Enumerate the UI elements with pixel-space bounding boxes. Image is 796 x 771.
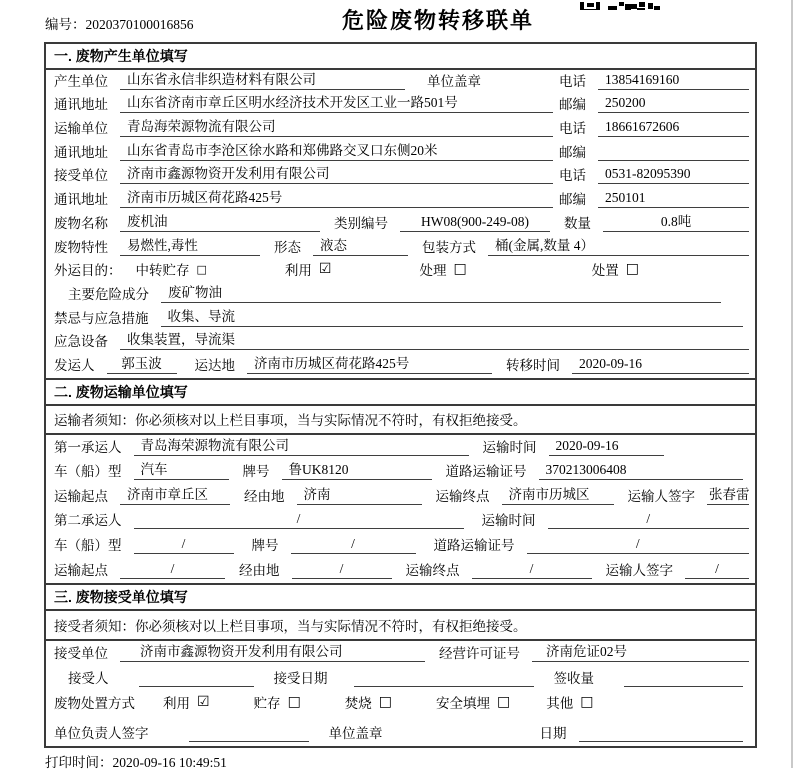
phone-label: 电话 (559, 121, 586, 137)
vehicle1-type-label: 车（船）型 (54, 464, 122, 480)
receiver-label: 接受单位 (54, 168, 108, 184)
category-code-label: 类别编号 (334, 215, 388, 231)
transfer-time-label: 转移时间 (506, 357, 560, 373)
row-producer-address (46, 94, 755, 118)
row-carrier1 (46, 435, 755, 460)
row-vehicle2 (46, 533, 755, 558)
receiver-value: 济南市鑫源物资开发利用有限公司 (120, 162, 553, 184)
received-amount-label: 签收量 (553, 670, 594, 686)
accept-person-label: 接受人 (68, 670, 109, 686)
checkbox-purpose-use-icon: ☑ (318, 261, 332, 278)
waste-traits-value: 易燃性,毒性 (120, 234, 260, 256)
page-edge-line (791, 0, 793, 768)
row-waste-name (46, 212, 755, 236)
unit-manager-sign-label: 单位负责人签字 (54, 726, 149, 741)
taboo-measures-value: 收集、导流 (161, 305, 744, 327)
vehicle1-type-value: 汽车 (134, 458, 229, 480)
plate2-value: / (291, 536, 416, 554)
purpose-option-use (285, 259, 332, 279)
date-value (579, 725, 744, 742)
unit-seal-label: 单位盖章 (427, 73, 481, 89)
accept-person-value (139, 670, 254, 687)
row-receiver-right (559, 164, 749, 184)
zip-label: 邮编 (559, 97, 586, 113)
section2-notice: 运输者须知：你必须核对以上栏目事项，当与实际情况不符时，有权拒绝接受。 (46, 406, 755, 435)
accept-date-label: 接受日期 (273, 670, 328, 686)
address-label: 通讯地址 (54, 97, 108, 113)
receiver-address-value: 济南市历城区荷花路425号 (120, 186, 553, 208)
row-producer-right (559, 70, 749, 90)
terminus2-value: / (472, 561, 592, 579)
section2-header: 二. 废物运输单位填写 (46, 378, 755, 406)
checkbox-purpose-storage-icon: □ (196, 262, 207, 276)
permit-number-label: 经营许可证号 (439, 645, 520, 661)
transport-time1-label: 运输时间 (482, 439, 537, 455)
via1-label: 经由地 (244, 488, 285, 504)
transporter-zip-value (598, 144, 749, 161)
phone-label: 电话 (559, 73, 586, 89)
section3-header: 三. 废物接受单位填写 (46, 583, 755, 611)
disposal-option-use (163, 692, 210, 712)
carrier2-value: / (134, 511, 464, 529)
accept-unit-label: 接受单位 (54, 645, 108, 661)
accept-unit-value: 济南市鑫源物资开发利用有限公司 (120, 640, 425, 662)
serial-value: 2020370100016856 (85, 17, 194, 32)
row-producer-address-left (54, 91, 559, 113)
checkbox-disposal-use-icon: ☑ (197, 693, 210, 710)
transporter-label: 运输单位 (54, 121, 108, 137)
address-label: 通讯地址 (54, 192, 108, 208)
carrier-sign2-label: 运输人签字 (605, 562, 673, 578)
page-title: 危险废物转移联单 (341, 8, 534, 33)
unit-manager-sign-value (189, 725, 309, 742)
origin1-label: 运输起点 (54, 488, 108, 504)
packaging-label: 包装方式 (422, 239, 476, 255)
checkbox-disposal-storage-icon: □ (287, 693, 301, 710)
road-license1-value: 370213006408 (539, 462, 744, 480)
row-accept-person (46, 666, 755, 691)
row-unit-signature (46, 716, 755, 747)
origin1-value: 济南市章丘区 (120, 483, 230, 505)
checkbox-disposal-incinerate-icon: □ (378, 693, 393, 710)
terminus1-label: 运输终点 (435, 488, 490, 504)
transfer-time-value: 2020-09-16 (572, 356, 749, 374)
row-transporter-address-left (54, 139, 559, 161)
row-carrier2 (46, 509, 755, 534)
purpose-treat-label: 处理 (419, 263, 447, 279)
disposal-landfill-label: 安全填埋 (436, 695, 491, 711)
disposal-use-label: 利用 (163, 695, 190, 711)
row-waste-traits (46, 236, 755, 260)
received-amount-value (624, 670, 743, 687)
zip-label: 邮编 (559, 192, 586, 208)
date-label: 日期 (539, 726, 567, 741)
purpose-storage-label: 中转贮存 (135, 263, 190, 279)
plate1-value: 鲁UK8120 (282, 458, 432, 480)
row-producer-left (54, 68, 559, 90)
purpose-dispose-label: 处置 (591, 263, 619, 279)
disposal-other-label: 其他 (546, 695, 574, 711)
manifest-form (44, 42, 757, 748)
transporter-address-value: 山东省青岛市李沧区徐水路和郑佛路交叉口东侧20米 (120, 139, 553, 161)
row-receiver-left (54, 162, 559, 184)
row-vehicle1 (46, 460, 755, 485)
unit-seal-label: 单位盖章 (328, 726, 383, 741)
carrier2-label: 第二承运人 (54, 513, 122, 529)
row-transporter-right (559, 117, 749, 137)
form-label: 形态 (274, 239, 301, 255)
section1-header: 一. 废物产生单位填写 (46, 44, 755, 70)
plate2-label: 牌号 (251, 537, 279, 553)
waste-traits-label: 废物特性 (54, 239, 108, 255)
producer-phone-value: 13854169160 (598, 72, 749, 90)
transport-time2-label: 运输时间 (481, 513, 536, 529)
row-route2 (46, 558, 755, 583)
checkbox-purpose-treat-icon: □ (453, 261, 467, 278)
shipper-label: 发运人 (54, 357, 95, 373)
emergency-equipment-value: 收集装置，导流渠 (120, 328, 749, 350)
shipper-value: 郭玉波 (107, 352, 177, 374)
disposal-option-other (546, 692, 593, 712)
waste-name-label: 废物名称 (54, 215, 108, 231)
checkbox-disposal-landfill-icon: □ (497, 693, 511, 710)
transport-time2-value: / (548, 511, 750, 529)
origin2-value: / (120, 561, 225, 579)
carrier-sign2-value: / (685, 561, 749, 579)
row-shipper (46, 354, 755, 378)
row-transporter-address (46, 141, 755, 165)
purpose-option-dispose (592, 259, 639, 279)
row-accept-unit (46, 641, 755, 666)
terminus2-label: 运输终点 (405, 562, 460, 578)
purpose-use-label: 利用 (284, 263, 312, 279)
via2-value: / (292, 561, 392, 579)
form-value: 液态 (313, 234, 408, 256)
carrier1-value: 青岛海荣源物流有限公司 (134, 434, 469, 456)
accept-date-value (354, 670, 534, 687)
category-code-value: HW08(900-249-08) (400, 214, 550, 232)
purpose-option-treat (419, 259, 466, 279)
print-time-value: 2020-09-16 10:49:51 (112, 755, 227, 770)
row-disposal-method (46, 691, 755, 716)
row-receiver-address-right (559, 188, 749, 208)
origin2-label: 运输起点 (54, 562, 108, 578)
transport-time1-value: 2020-09-16 (549, 438, 664, 456)
checkbox-purpose-dispose-icon: □ (625, 261, 639, 278)
emergency-equipment-label: 应急设备 (54, 334, 108, 350)
phone-label: 电话 (559, 168, 586, 184)
row-receiver-address-left (54, 186, 559, 208)
transporter-value: 青岛海荣源物流有限公司 (120, 115, 553, 137)
receiver-phone-value: 0531-82095390 (598, 166, 749, 184)
hazard-components-label: 主要危险成分 (68, 286, 149, 302)
producer-value: 山东省永信非织造材料有限公司 (120, 68, 405, 90)
carrier-sign1-value: 张春雷 (707, 483, 749, 505)
producer-zip-value: 250200 (598, 95, 749, 113)
waste-name-value: 废机油 (120, 210, 320, 232)
row-transporter-address-right (559, 141, 749, 161)
row-emergency-equipment (46, 331, 755, 355)
row-receiver-address (46, 188, 755, 212)
row-transporter (46, 117, 755, 141)
road-license2-value: / (527, 536, 750, 554)
row-hazard-components (46, 283, 755, 307)
carrier-sign1-label: 运输人签字 (627, 488, 695, 504)
row-producer-address-right (559, 93, 749, 113)
taboo-measures-label: 禁忌与应急措施 (54, 310, 149, 326)
vehicle2-type-label: 车（船）型 (54, 537, 122, 553)
quantity-value: 0.8吨 (603, 210, 749, 232)
disposal-option-incinerate (345, 692, 392, 712)
road-license2-label: 道路运输证号 (433, 537, 515, 553)
serial-label: 编号： (45, 17, 86, 32)
producer-address-value: 山东省济南市章丘区明水经济技术开发区工业一路501号 (120, 91, 553, 113)
disposal-method-label: 废物处置方式 (54, 695, 135, 711)
print-time-line (45, 751, 227, 771)
qr-code-partial-icon (578, 0, 660, 10)
checkbox-disposal-other-icon: □ (580, 693, 594, 710)
plate1-label: 牌号 (242, 464, 270, 480)
zip-label: 邮编 (559, 144, 586, 160)
disposal-storage-label: 贮存 (253, 695, 281, 711)
row-route1 (46, 484, 755, 509)
packaging-value: 桶(金属,数量 4） (488, 234, 749, 256)
quantity-label: 数量 (564, 215, 591, 231)
disposal-option-storage (254, 692, 301, 712)
row-receiver (46, 165, 755, 189)
row-taboo-measures (46, 307, 755, 331)
receiver-zip-value: 250101 (598, 190, 749, 208)
disposal-incinerate-label: 焚烧 (344, 695, 372, 711)
carrier1-label: 第一承运人 (54, 439, 122, 455)
row-producer (46, 70, 755, 94)
address-label: 通讯地址 (54, 144, 108, 160)
vehicle2-type-value: / (134, 536, 234, 554)
destination-label: 运达地 (194, 357, 235, 373)
disposal-option-landfill (436, 692, 510, 712)
road-license1-label: 道路运输证号 (445, 464, 527, 480)
hazard-components-value: 废矿物油 (161, 281, 721, 303)
terminus1-value: 济南市历城区 (502, 483, 614, 505)
producer-label: 产生单位 (54, 73, 108, 89)
via2-label: 经由地 (239, 562, 280, 578)
row-transfer-purpose (46, 260, 755, 284)
print-time-label: 打印时间： (45, 755, 113, 770)
destination-value: 济南市历城区荷花路425号 (247, 352, 492, 374)
row-transporter-left (54, 115, 559, 137)
transfer-purpose-label: 外运目的： (54, 263, 122, 279)
purpose-option-storage (136, 259, 207, 279)
via1-value: 济南 (297, 483, 422, 505)
transporter-phone-value: 18661672606 (598, 119, 749, 137)
section3-notice: 接受者须知：你必须核对以上栏目事项，当与实际情况不符时，有权拒绝接受。 (46, 611, 755, 641)
permit-number-value: 济南危证02号 (532, 640, 749, 662)
